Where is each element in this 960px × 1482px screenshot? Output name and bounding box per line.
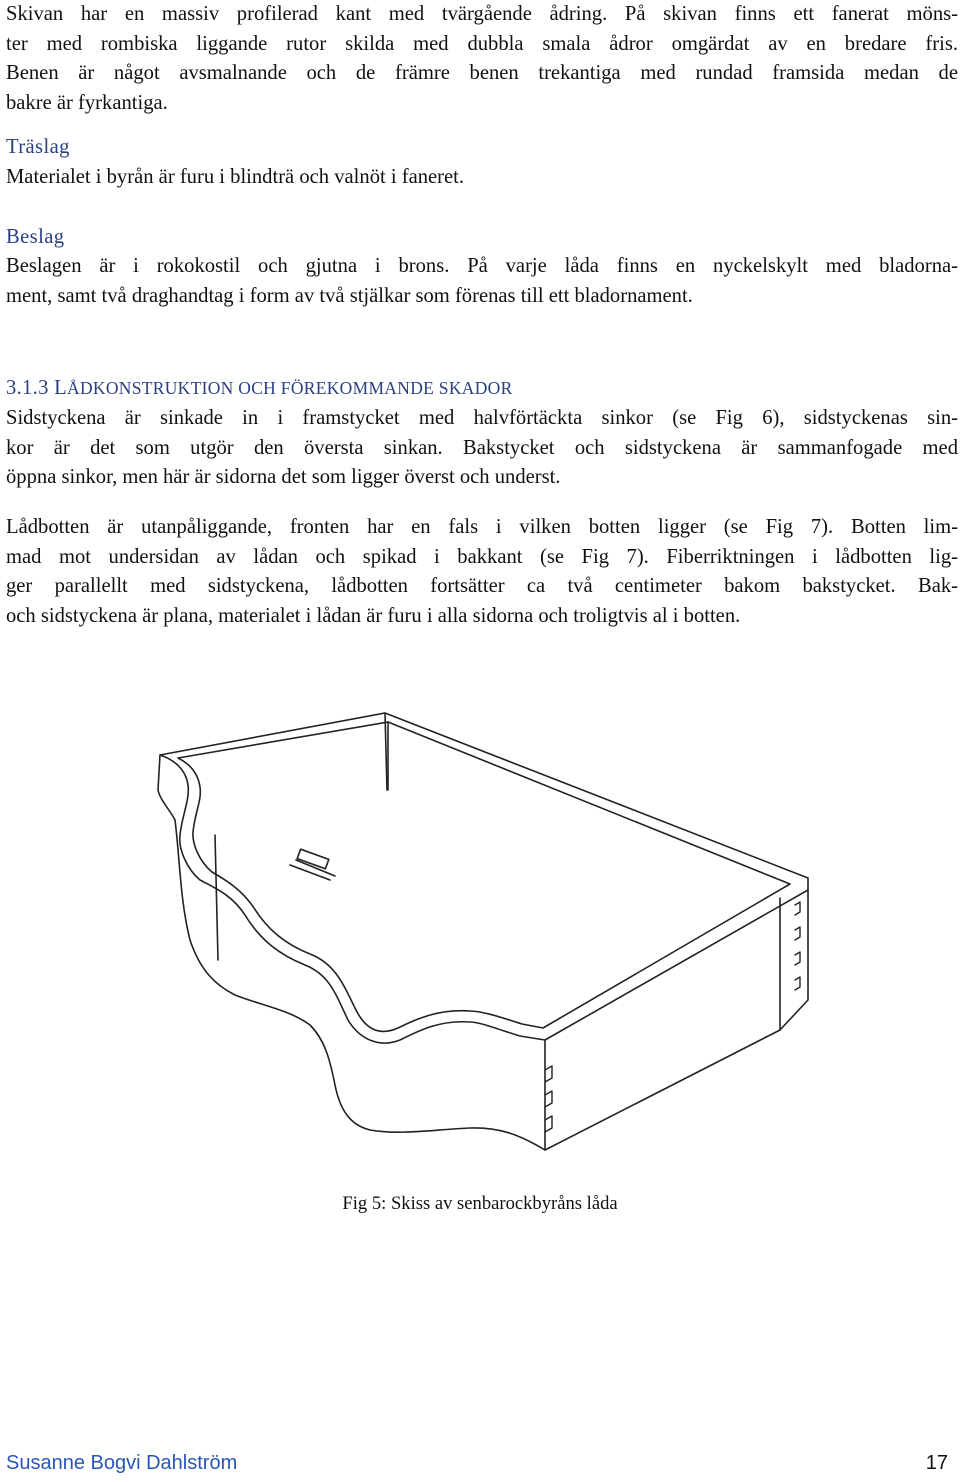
dovetail-marks (545, 902, 800, 1132)
figure-caption: Fig 5: Skiss av senbarockbyråns låda (342, 1193, 618, 1214)
section-title-rest: ÅDKONSTRUKTION OCH FÖREKOMMANDE SKADOR (67, 378, 513, 398)
section-paragraph-1 (6, 404, 958, 493)
section-line: kor är det som utgör den översta sinkan. Bakstycket och sidstyckena är sammanfogade med (6, 436, 958, 459)
side-panel-outline (545, 898, 780, 1150)
intro-line: Skivan har en massiv profilerad kant med tvärgående ådring. På skivan finns ett fanerat möns- (6, 3, 958, 25)
drawer-sketch-figure (120, 712, 840, 1182)
front-panel-outline (158, 755, 545, 1150)
intro-line: Benen är något avsmalnande och de främre benen trekantiga med rundad framsida medan de (6, 62, 958, 84)
section-title-initial: L (54, 377, 68, 399)
traslag-heading: Träslag (6, 136, 70, 158)
section-line: och sidstyckena är plana, materialet i lådan är furu i alla sidorna och troligtvis al i botten. (6, 604, 741, 627)
keyhole-plate (297, 849, 329, 869)
front-rebate-line (290, 865, 330, 880)
section-paragraph-2 (6, 513, 958, 631)
beslag-line: ment, samt två draghandtag i form av två stjälkar som förenas till ett bladornament. (6, 284, 693, 307)
section-line: Sidstyckena är sinkade in i framstycket med halvförtäckta sinkor (se Fig 6), sidstyckenas sin- (6, 407, 958, 429)
section-line: mad mot undersidan av lådan och spikad i bakkant (se Fig 7). Fiberriktningen i lådbotten lig- (6, 545, 958, 568)
intro-line: ter med rombiska liggande rutor skilda med dubbla smala ådror omgärdat av en bredare fris. (6, 32, 958, 55)
section-number: 3.1.3 (6, 377, 55, 399)
front-rebate-line (296, 860, 335, 876)
beslag-heading: Beslag (6, 226, 65, 248)
beslag-paragraph (6, 252, 958, 311)
traslag-text (6, 163, 958, 193)
section-line: öppna sinkor, men här är sidorna det som ligger överst och underst. (6, 466, 561, 488)
drawer-rim-inner (178, 722, 790, 1031)
side-panel-outline (780, 890, 808, 1030)
footer-page-number: 17 (925, 1452, 948, 1474)
drawer-rim-outer (160, 713, 808, 1043)
front-rebate-line (215, 835, 218, 960)
back-panel-edge (385, 713, 387, 790)
section-line: ger parallellt med sidstyckena, lådbotten fortsätter ca två centimeter bakom bakstycket. Bak- (6, 575, 958, 597)
intro-line: bakre är fyrkantiga. (6, 91, 168, 114)
traslag-line: Materialet i byrån är furu i blindträ och valnöt i faneret. (6, 166, 465, 188)
beslag-line: Beslagen är i rokokostil och gjutna i brons. På varje låda finns en nyckelskylt med bladorna- (6, 255, 958, 277)
section-line: Lådbotten är utanpåliggande, fronten har en fals i vilken botten ligger (se Fig 7). Botten lim- (6, 516, 958, 538)
footer-author: Susanne Bogvi Dahlström (6, 1452, 238, 1474)
section-heading (6, 374, 958, 404)
intro-paragraph (6, 0, 958, 118)
